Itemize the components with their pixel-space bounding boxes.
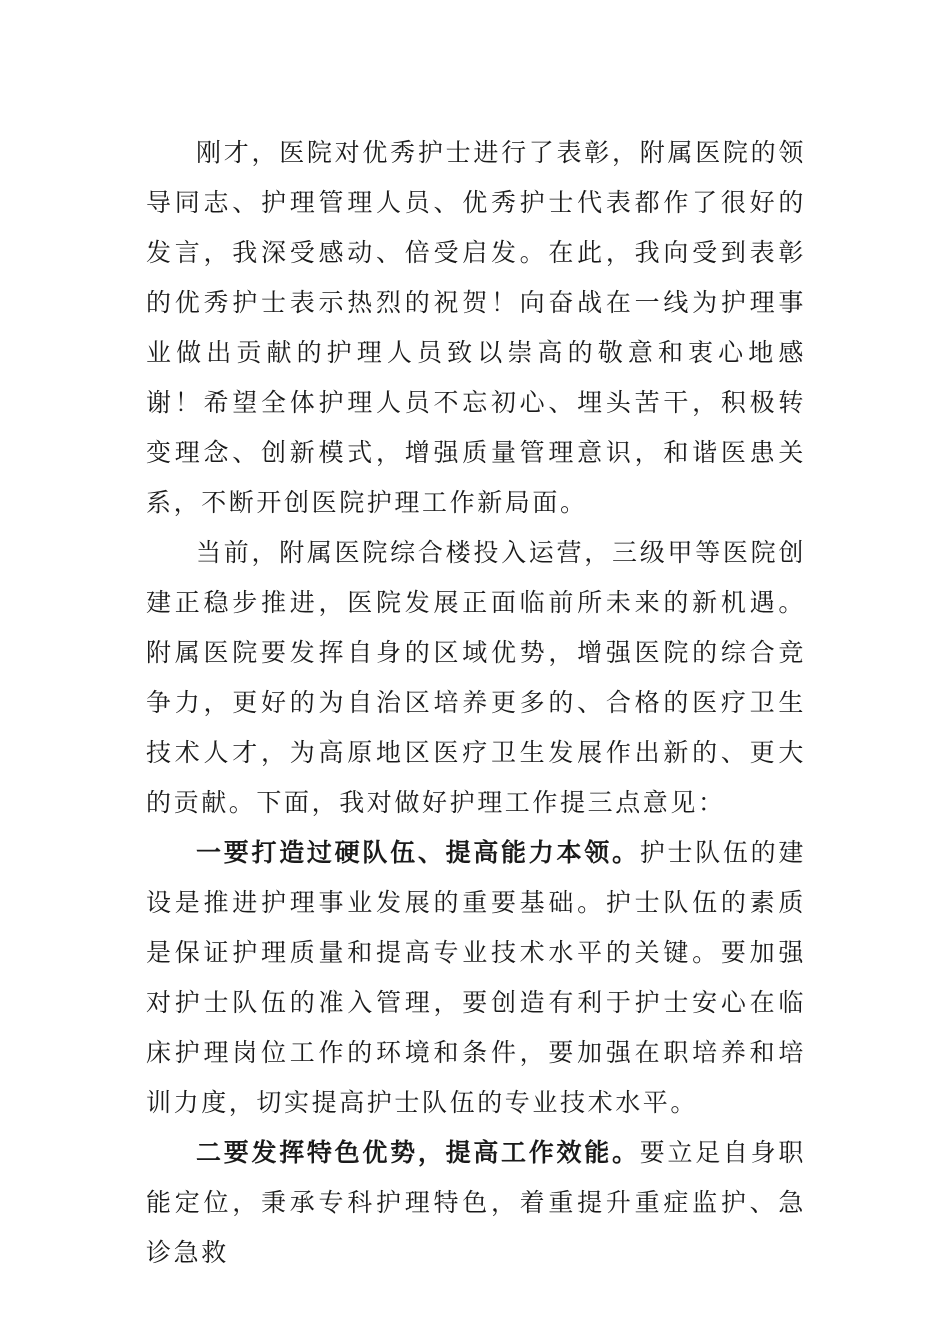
document-body: [146, 128, 806, 1278]
paragraph-point-one: [146, 828, 806, 1128]
paragraph-text: 要立足自身职能定位，秉承专科护理特色，着重提升重症监护、急诊急救: [146, 1138, 806, 1267]
paragraph-point-two: [146, 1128, 806, 1278]
paragraph-current-situation: [146, 528, 806, 828]
paragraph-lead-bold: 一要打造过硬队伍、提高能力本领。: [196, 838, 640, 867]
paragraph-commendation: [146, 128, 806, 528]
paragraph-text: 当前，附属医院综合楼投入运营，三级甲等医院创建正稳步推进，医院发展正面临前所未来的新机遇。附属医院要发挥自身的区域优势，增强医院的综合竞争力，更好的为自治区培养更多的、合格的医疗卫生技术人才，为高原地区医疗卫生发展作出新的、更大的贡献。下面，我对做好护理工作提三点意见：: [146, 538, 806, 817]
paragraph-text: 护士队伍的建设是推进护理事业发展的重要基础。护士队伍的素质是保证护理质量和提高专业技术水平的关键。要加强对护士队伍的准入管理，要创造有利于护士安心在临床护理岗位工作的环境和条件，要加强在职培养和培训力度，切实提高护士队伍的专业技术水平。: [146, 838, 806, 1117]
paragraph-lead-bold: 二要发挥特色优势，提高工作效能。: [196, 1138, 640, 1167]
paragraph-text: 刚才，医院对优秀护士进行了表彰，附属医院的领导同志、护理管理人员、优秀护士代表都作了很好的发言，我深受感动、倍受启发。在此，我向受到表彰的优秀护士表示热烈的祝贺！向奋战在一线为护理事业做出贡献的护理人员致以崇高的敬意和衷心地感谢！希望全体护理人员不忘初心、埋头苦干，积极转变理念、创新模式，增强质量管理意识，和谐医患关系，不断开创医院护理工作新局面。: [146, 138, 806, 517]
